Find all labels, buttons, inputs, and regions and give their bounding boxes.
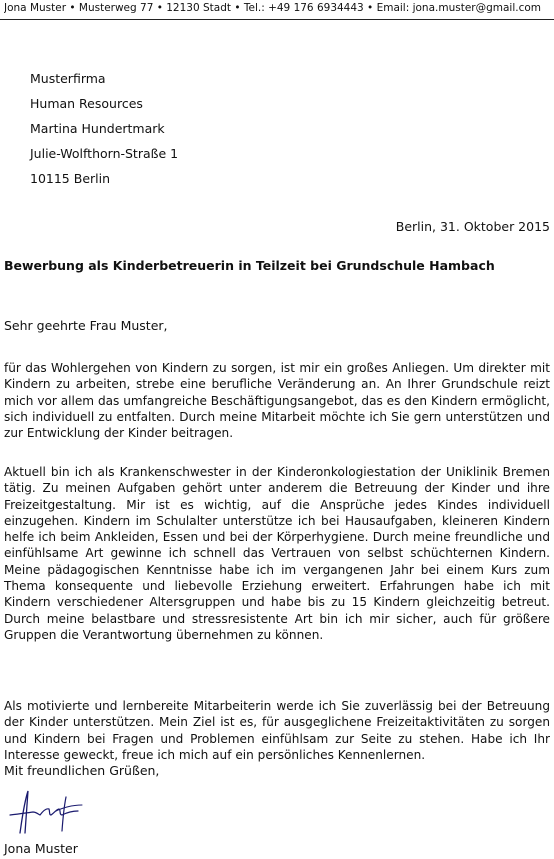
recipient-street: Julie-Wolfthorn-Straße 1 bbox=[30, 146, 179, 161]
recipient-city: 10115 Berlin bbox=[30, 171, 111, 186]
body-paragraph-1: für das Wohlergehen von Kindern zu sorgen, ist mir ein großes Anliegen. Um direkter mit Kindern zu arbeiten, strebe eine berufliche Veränderung an. An Ihrer Grundschule reizt mich vor allem das umfangreiche Beschäftigungsangebot, das es den Kindern ermöglicht, sich individuell zu entfalten. Durch meine Mitarbeit möchte ich Sie gern unterstützen und zur Entwicklung der Kinder beitragen. bbox=[4, 361, 550, 441]
letter-subject: Bewerbung als Kinderbetreuerin in Teilzeit bei Grundschule Hambach bbox=[4, 258, 495, 273]
salutation: Sehr geehrte Frau Muster, bbox=[4, 318, 168, 333]
header-divider bbox=[0, 19, 554, 20]
body-paragraph-3: Als motivierte und lernbereite Mitarbeiterin werde ich Sie zuverlässig bei der Betreuung der Kinder unterstützen. Mein Ziel ist es, für ausgeglichene Freizeitaktivitäten zu sorgen und Kindern bei Fragen und Problemen einfühlsam zur Seite zu stehen. Habe ich Ihr Interesse geweckt, freue ich mich auf ein persönliches Kennenlernen. bbox=[4, 699, 550, 762]
recipient-company: Musterfirma bbox=[30, 71, 106, 86]
letter-date: Berlin, 31. Oktober 2015 bbox=[395, 219, 550, 234]
recipient-department: Human Resources bbox=[30, 96, 143, 111]
sender-line: Jona Muster • Musterweg 77 • 12130 Stadt • Tel.: +49 176 6934443 • Email: jona.muster@gmail.com bbox=[4, 2, 542, 14]
closing-phrase: Mit freundlichen Grüßen, bbox=[4, 763, 160, 778]
recipient-name: Martina Hundertmark bbox=[30, 121, 165, 136]
signer-name: Jona Muster bbox=[4, 841, 78, 856]
handwritten-signature bbox=[6, 787, 106, 837]
recipient-address bbox=[30, 66, 178, 191]
body-paragraph-2: Aktuell bin ich als Krankenschwester in der Kinderonkologiestation der Uniklinik Bremen tätig. Zu meinen Aufgaben gehört unter anderem die Betreuung der Kinder und ihre Freizeitgestaltung. Mir ist es wichtig, auf die Ansprüche jedes Kindes individuell einzugehen. Kindern im Schulalter unterstütze ich bei Hausaufgaben, kleineren Kindern helfe ich beim Ankleiden, Essen und bei der Körperhygiene. Durch meine freundliche und einfühlsame Art gewinne ich schnell das Vertrauen von selbst schüchternen Kindern. Meine pädagogischen Kenntnisse habe ich im vergangenen Jahr bei einem Kurs zum Thema konsequente und liebevolle Erziehung erweitert. Erfahrungen habe ich mit Kindern verschiedener Altersgruppen und habe bis zu 15 Kindern gleichzeitig betreut. Durch meine belastbare und stressresistente Art bin ich mir sicher, auch für größere Gruppen die Verantwortung übernehmen zu können. bbox=[4, 465, 550, 642]
